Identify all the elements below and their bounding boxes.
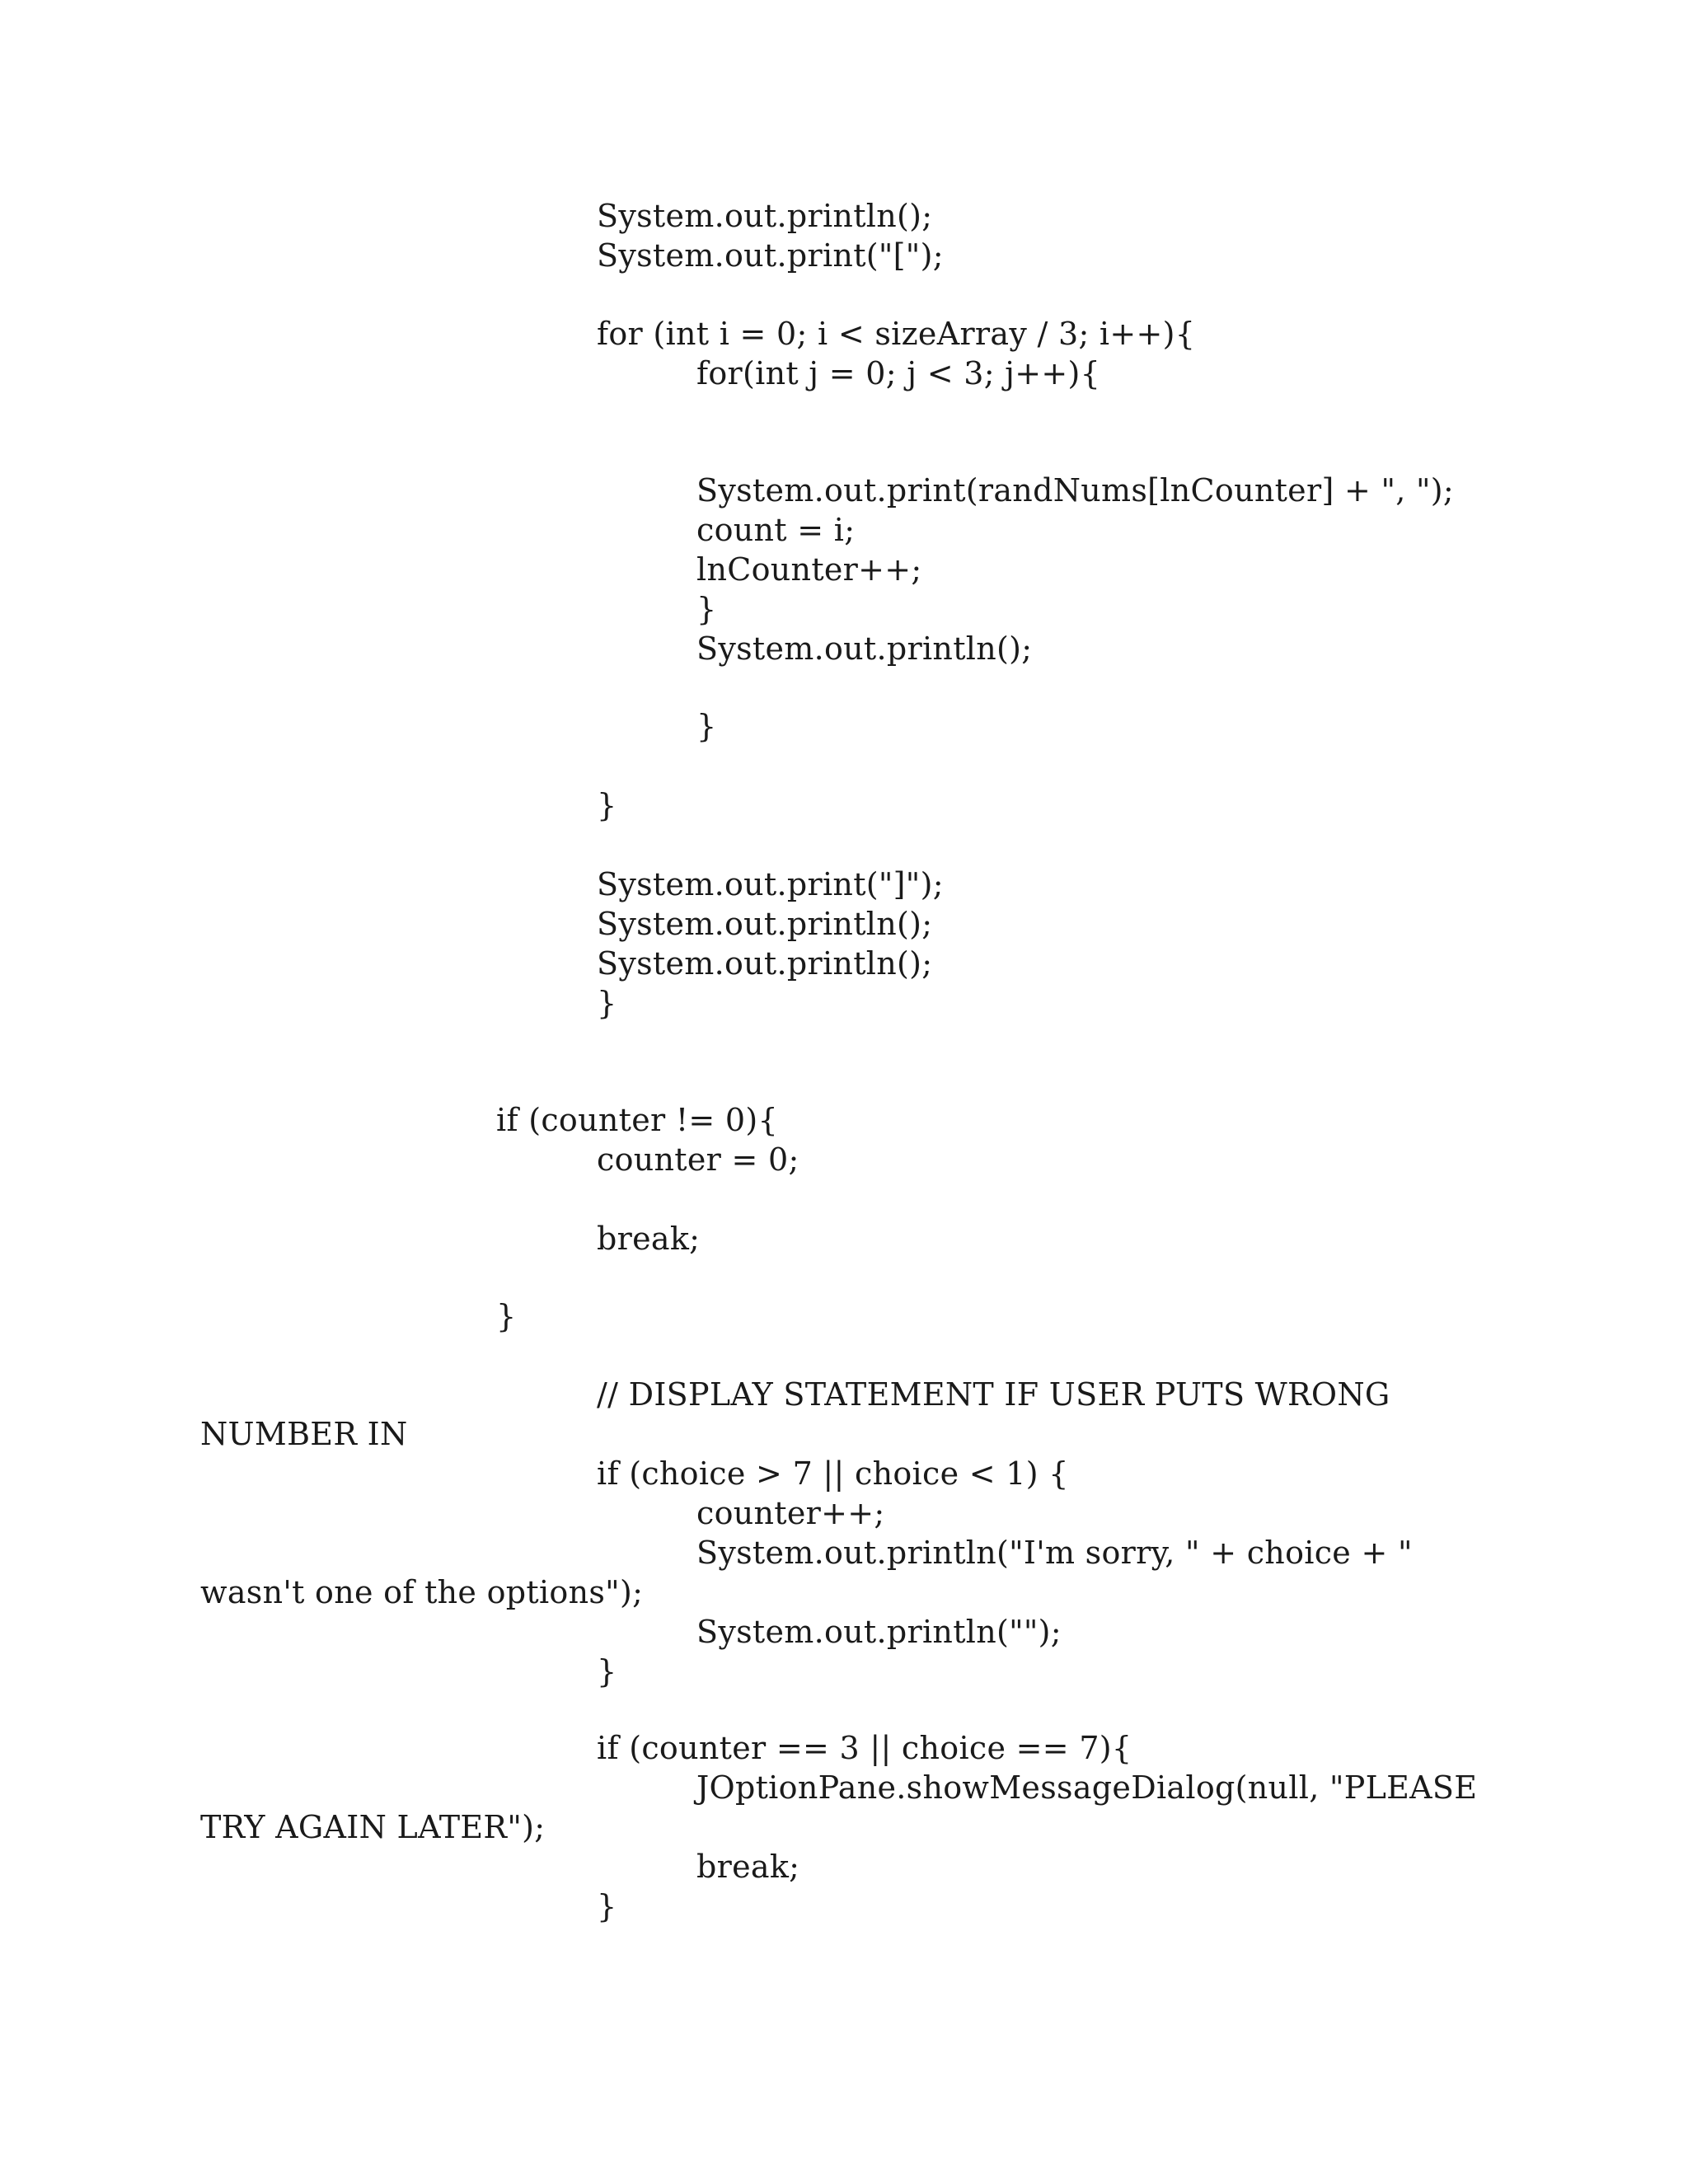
code-line: for (int i = 0; i < sizeArray / 3; i++){: [597, 316, 1196, 352]
code-line: }: [597, 1888, 617, 1924]
code-line: System.out.println();: [696, 630, 1033, 667]
code-line: break;: [597, 1221, 701, 1257]
code-line: count = i;: [696, 512, 856, 548]
code-line: if (counter != 0){: [496, 1102, 779, 1138]
code-line: counter++;: [696, 1495, 885, 1531]
code-line: System.out.print(randNums[lnCounter] + ", ");: [696, 472, 1455, 509]
code-line: TRY AGAIN LATER");: [200, 1809, 546, 1845]
code-line: wasn't one of the options");: [200, 1574, 644, 1610]
code-line: System.out.print("[");: [597, 237, 944, 274]
code-line: }: [496, 1298, 517, 1334]
code-line: System.out.println("");: [696, 1614, 1062, 1650]
code-line: System.out.println();: [597, 198, 933, 234]
code-line: break;: [696, 1849, 800, 1885]
code-line: counter = 0;: [597, 1141, 799, 1178]
code-line: }: [597, 985, 617, 1021]
code-line: for(int j = 0; j < 3; j++){: [696, 355, 1101, 391]
code-line: }: [696, 591, 717, 627]
code-line: JOptionPane.showMessageDialog(null, "PLEASE: [696, 1769, 1478, 1806]
code-line: }: [597, 787, 617, 823]
code-line: System.out.println();: [597, 945, 933, 982]
code-line: System.out.print("]");: [597, 866, 944, 902]
code-comment: NUMBER IN: [200, 1416, 408, 1452]
code-line: System.out.println();: [597, 906, 933, 942]
code-line: System.out.println("I'm sorry, " + choice + ": [696, 1535, 1413, 1571]
code-line: lnCounter++;: [696, 551, 922, 588]
code-line: if (counter == 3 || choice == 7){: [597, 1730, 1132, 1766]
code-line: if (choice > 7 || choice < 1) {: [597, 1455, 1069, 1492]
code-line: }: [696, 708, 717, 744]
code-comment: // DISPLAY STATEMENT IF USER PUTS WRONG: [597, 1376, 1390, 1413]
code-line: }: [597, 1653, 617, 1690]
